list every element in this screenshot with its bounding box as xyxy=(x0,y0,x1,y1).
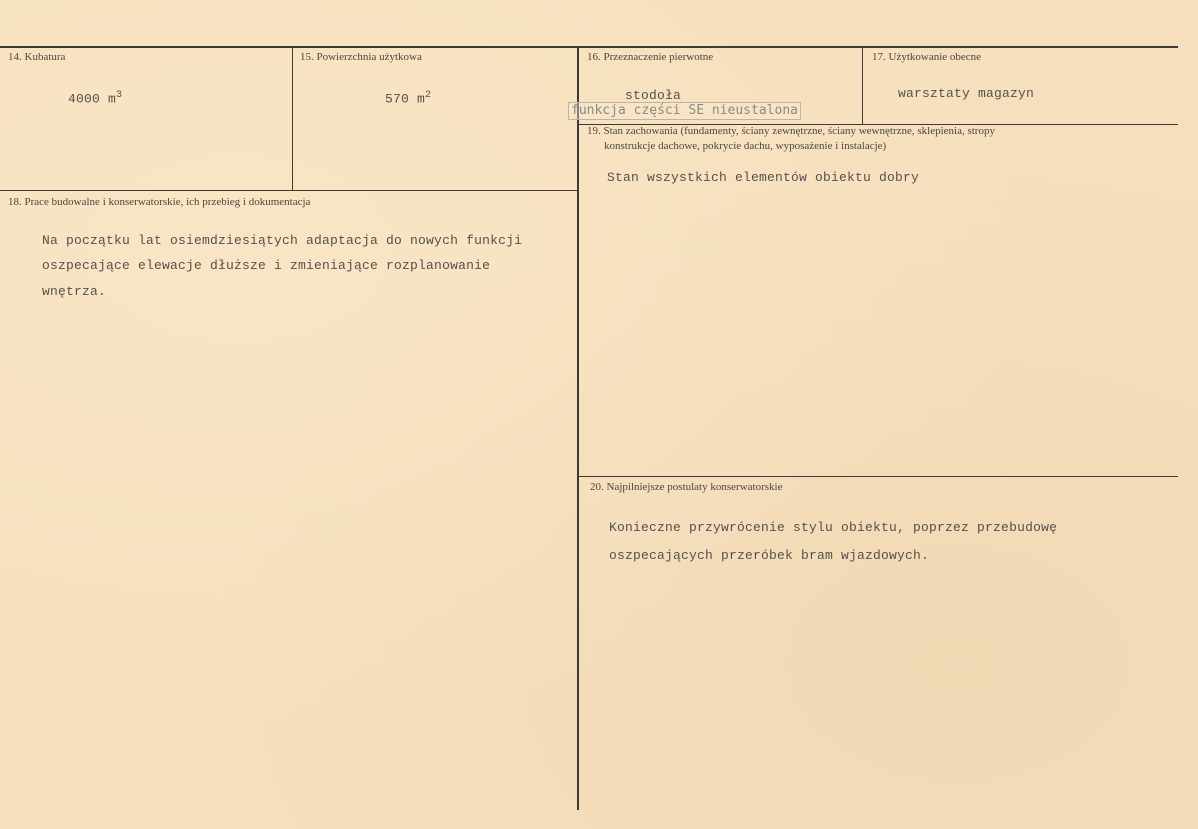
field-18-label: 18. Prace budowalne i konserwatorskie, ich przebieg i dokumentacja xyxy=(8,196,311,208)
field-15-label: 15. Powierzchnia użytkowa xyxy=(300,51,422,63)
field-17-value: warsztaty magazyn xyxy=(898,86,1035,101)
field-14-label: 14. Kubatura xyxy=(8,51,66,63)
field-19-label-line-2: konstrukcje dachowe, pokrycie dachu, wyposażenie i instalacje) xyxy=(604,140,887,152)
rule-below-row1-left xyxy=(0,190,578,191)
field-20-line-2: oszpecających przeróbek bram wjazdowych. xyxy=(609,548,930,563)
field-15-value: 570 $m^2$ xyxy=(385,90,432,107)
field-20-line-1: Konieczne przywrócenie stylu obiektu, poprzez przebudowę xyxy=(609,520,1058,535)
field-20-label: 20. Najpilniejsze postulaty konserwatorskie xyxy=(590,481,783,493)
field-18-line-1: Na początku lat osiemdziesiątych adaptacja do nowych funkcji xyxy=(42,233,523,248)
divider-14-15 xyxy=(292,47,293,190)
field-19-label-line-1: 19. Stan zachowania (fundamenty, ściany zewnętrzne, ściany wewnętrzne, sklepienia, stropy xyxy=(587,125,995,137)
field-14-value: 4000 $m^3$ xyxy=(68,90,123,107)
divider-16-17 xyxy=(862,47,863,124)
field-18-line-2: oszpecające elewacje dłuższe i zmieniające rozplanowanie xyxy=(42,258,491,273)
field-16-value: stodoła xyxy=(625,88,682,103)
main-column-divider xyxy=(577,47,579,810)
rule-above-field-20 xyxy=(578,476,1178,477)
field-16-label: 16. Przeznaczenie pierwotne xyxy=(587,51,714,63)
field-17-label: 17. Użytkowanie obecne xyxy=(872,51,982,63)
top-rule xyxy=(0,46,1178,48)
field-19-value: Stan wszystkich elementów obiektu dobry xyxy=(607,170,920,185)
field-16-stamp: funkcja części SE nieustalona xyxy=(568,102,801,120)
field-18-line-3: wnętrza. xyxy=(42,284,107,299)
